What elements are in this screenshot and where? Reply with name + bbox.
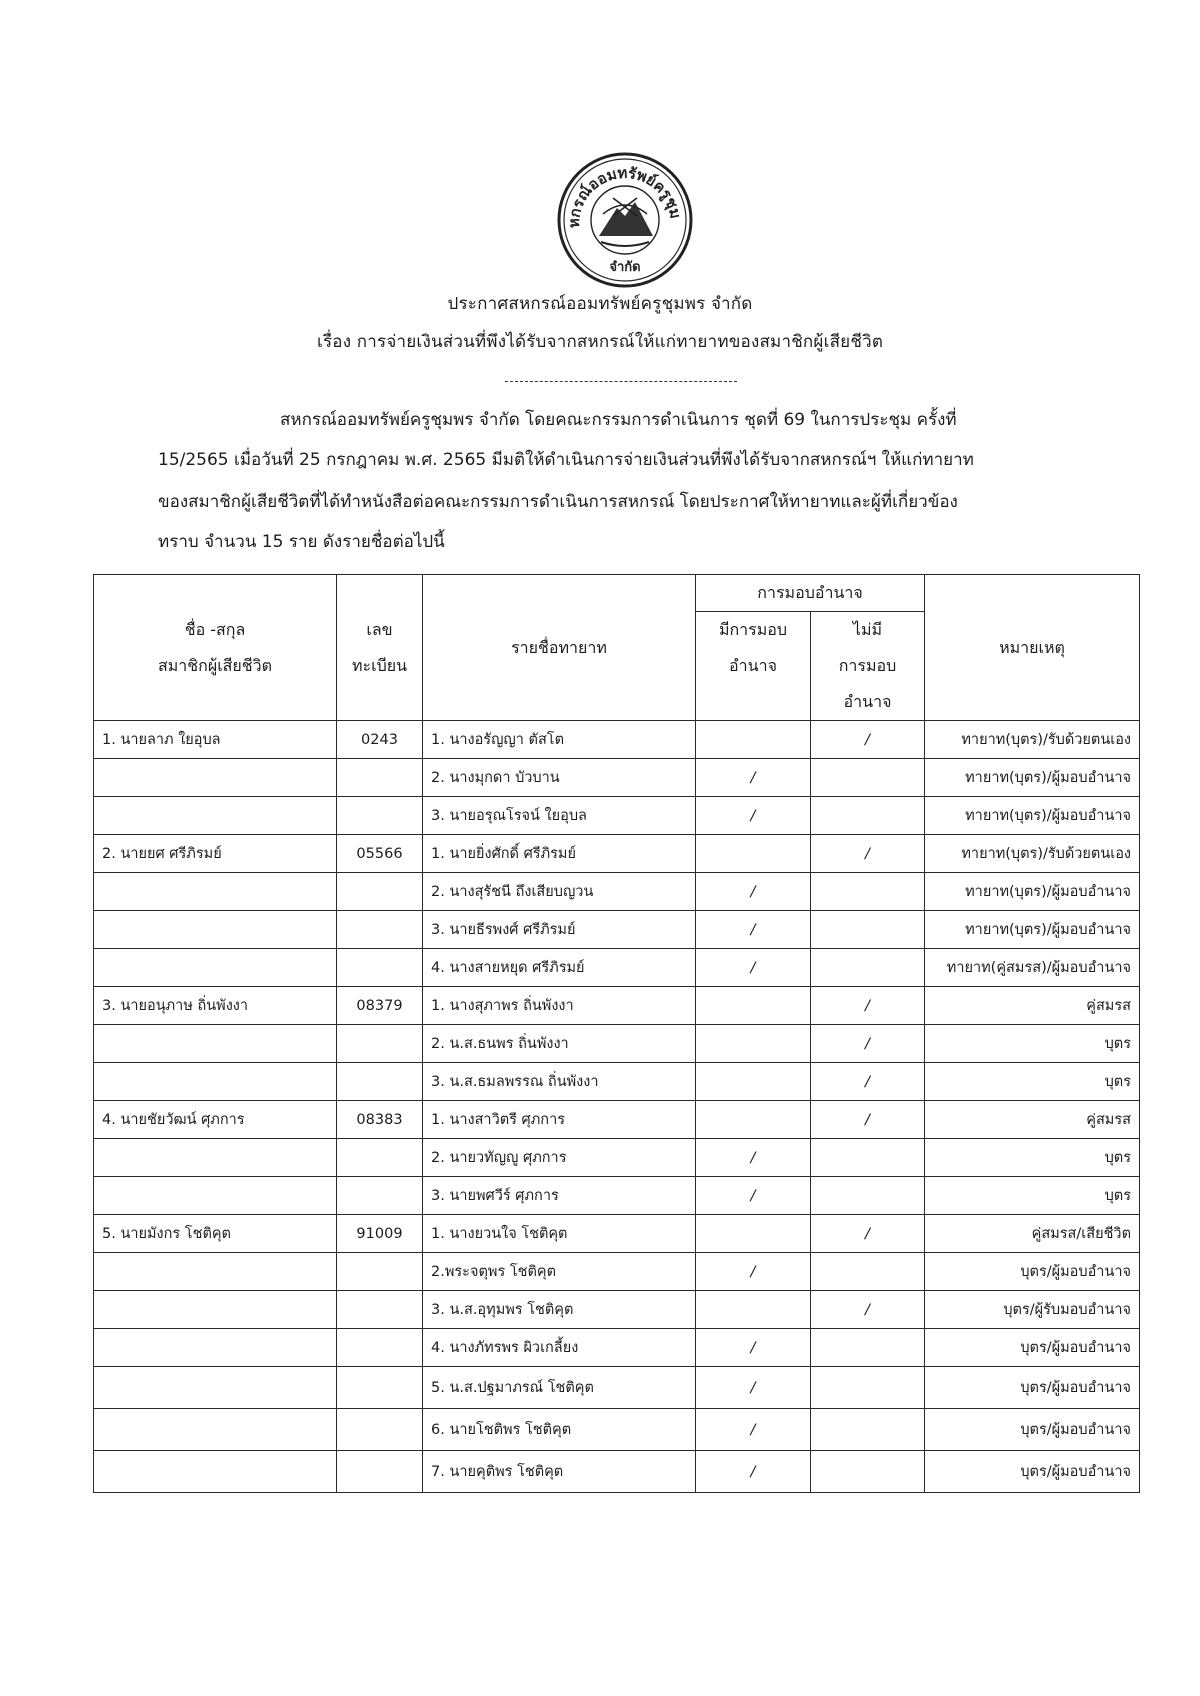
heir-name-cell: 3. นายธีรพงศ์ ศรีภิรมย์	[423, 911, 696, 949]
member-name-cell	[94, 797, 337, 835]
heir-name-cell: 2. นายวทัญญู ศุภการ	[423, 1139, 696, 1177]
registration-number-cell: 08383	[337, 1101, 423, 1139]
registration-number-cell	[337, 1177, 423, 1215]
registration-number-cell	[337, 911, 423, 949]
heir-name-cell: 2. น.ส.ธนพร ถิ่นพังงา	[423, 1025, 696, 1063]
remarks-cell: บุตร/ผู้มอบอำนาจ	[925, 1253, 1140, 1291]
header-poa-no: ไม่มี การมอบ อำนาจ	[811, 612, 925, 721]
poa-yes-cell: /	[696, 759, 811, 797]
poa-yes-cell: /	[696, 1329, 811, 1367]
member-name-cell	[94, 1177, 337, 1215]
header-heirs: รายชื่อทายาท	[423, 575, 696, 721]
poa-no-cell: /	[811, 1101, 925, 1139]
remarks-cell: ทายาท(บุตร)/ผู้มอบอำนาจ	[925, 797, 1140, 835]
member-name-cell: 5. นายมังกร โชติคุต	[94, 1215, 337, 1253]
remarks-cell: บุตร/ผู้มอบอำนาจ	[925, 1367, 1140, 1409]
poa-no-cell: /	[811, 835, 925, 873]
member-name-cell: 1. นายลาภ ใยอุบล	[94, 721, 337, 759]
poa-yes-cell	[696, 1025, 811, 1063]
poa-no-cell	[811, 1451, 925, 1493]
heir-name-cell: 4. นางภัทรพร ผิวเกลี้ยง	[423, 1329, 696, 1367]
member-name-cell	[94, 1329, 337, 1367]
heir-name-cell: 6. นายโชติพร โชติคุต	[423, 1409, 696, 1451]
announcement-title: ประกาศสหกรณ์ออมทรัพย์ครูชุมพร จำกัด	[447, 294, 753, 314]
table-row	[94, 1177, 1140, 1215]
remarks-cell: ทายาท(บุตร)/ผู้มอบอำนาจ	[925, 759, 1140, 797]
member-name-cell: 3. นายอนุภาษ ถิ่นพังงา	[94, 987, 337, 1025]
title-divider	[505, 381, 737, 382]
member-name-cell	[94, 1409, 337, 1451]
header-registration-number: เลข ทะเบียน	[337, 575, 423, 721]
poa-no-cell	[811, 1253, 925, 1291]
poa-yes-cell: /	[696, 1253, 811, 1291]
remarks-cell: คู่สมรส	[925, 1101, 1140, 1139]
remarks-cell: ทายาท(บุตร)/รับด้วยตนเอง	[925, 721, 1140, 759]
remarks-cell: ทายาท(บุตร)/รับด้วยตนเอง	[925, 835, 1140, 873]
heir-name-cell: 1. นางสาวิตรี ศุภการ	[423, 1101, 696, 1139]
poa-no-cell: /	[811, 721, 925, 759]
poa-yes-cell	[696, 1101, 811, 1139]
remarks-cell: ทายาท(บุตร)/ผู้มอบอำนาจ	[925, 911, 1140, 949]
member-name-cell	[94, 949, 337, 987]
seal-bottom-text: จำกัด	[609, 260, 641, 275]
registration-number-cell	[337, 1025, 423, 1063]
remarks-cell: ทายาท(บุตร)/ผู้มอบอำนาจ	[925, 873, 1140, 911]
remarks-cell: บุตร	[925, 1139, 1140, 1177]
member-name-cell	[94, 911, 337, 949]
remarks-cell: บุตร/ผู้มอบอำนาจ	[925, 1329, 1140, 1367]
body-line-4: ทราบ จำนวน 15 ราย ดังรายชื่อต่อไปนี้	[158, 532, 445, 552]
poa-yes-cell	[696, 721, 811, 759]
remarks-cell: คู่สมรส	[925, 987, 1140, 1025]
poa-no-cell	[811, 759, 925, 797]
table-row	[94, 1451, 1140, 1493]
registration-number-cell	[337, 1139, 423, 1177]
heir-name-cell: 1. นางอรัญญา ตัสโต	[423, 721, 696, 759]
heir-name-cell: 2. นางสุรัชนี ถึงเสียบญวน	[423, 873, 696, 911]
member-name-cell: 2. นายยศ ศรีภิรมย์	[94, 835, 337, 873]
body-line-1: สหกรณ์ออมทรัพย์ครูชุมพร จำกัด โดยคณะกรรมการดำเนินการ ชุดที่ 69 ในการประชุม ครั้งที่	[280, 410, 957, 430]
member-name-cell	[94, 1063, 337, 1101]
poa-yes-cell: /	[696, 1139, 811, 1177]
poa-yes-cell: /	[696, 797, 811, 835]
poa-no-cell	[811, 949, 925, 987]
table-row	[94, 987, 1140, 1025]
member-name-cell	[94, 759, 337, 797]
heir-name-cell: 7. นายคุติพร โชติคุต	[423, 1451, 696, 1493]
registration-number-cell	[337, 797, 423, 835]
body-line-2: 15/2565 เมื่อวันที่ 25 กรกฎาคม พ.ศ. 2565 มีมติให้ดำเนินการจ่ายเงินส่วนที่พึงได้รับจากสหกรณ์ฯ ให้แก่ทายาท	[158, 450, 974, 470]
poa-no-cell: /	[811, 1291, 925, 1329]
registration-number-cell	[337, 1329, 423, 1367]
poa-no-cell	[811, 1139, 925, 1177]
table-row	[94, 1409, 1140, 1451]
poa-yes-cell: /	[696, 1367, 811, 1409]
cooperative-seal-logo	[555, 150, 695, 290]
table-row	[94, 835, 1140, 873]
table-row	[94, 759, 1140, 797]
poa-no-cell	[811, 1177, 925, 1215]
poa-yes-cell: /	[696, 873, 811, 911]
heirs-table	[93, 574, 1140, 1493]
remarks-cell: บุตร/ผู้มอบอำนาจ	[925, 1409, 1140, 1451]
remarks-cell: บุตร	[925, 1025, 1140, 1063]
registration-number-cell	[337, 1451, 423, 1493]
table-row	[94, 873, 1140, 911]
poa-no-cell	[811, 911, 925, 949]
member-name-cell	[94, 1451, 337, 1493]
poa-no-cell	[811, 1329, 925, 1367]
table-row	[94, 1025, 1140, 1063]
table-row	[94, 721, 1140, 759]
remarks-cell: บุตร/ผู้รับมอบอำนาจ	[925, 1291, 1140, 1329]
member-name-cell	[94, 1253, 337, 1291]
poa-no-cell: /	[811, 1215, 925, 1253]
seal-arc-text: หกรณ์ออมทรัพย์ครูชุม	[564, 163, 685, 229]
poa-yes-cell: /	[696, 1451, 811, 1493]
header-member-name: ชื่อ -สกุล สมาชิกผู้เสียชีวิต	[94, 575, 337, 721]
member-name-cell	[94, 1291, 337, 1329]
poa-yes-cell	[696, 1215, 811, 1253]
registration-number-cell	[337, 873, 423, 911]
table-row	[94, 1215, 1140, 1253]
table-row	[94, 1291, 1140, 1329]
remarks-cell: คู่สมรส/เสียชีวิต	[925, 1215, 1140, 1253]
table-row	[94, 949, 1140, 987]
registration-number-cell	[337, 1291, 423, 1329]
heir-name-cell: 4. นางสายหยุด ศรีภิรมย์	[423, 949, 696, 987]
heir-name-cell: 1. นางยวนใจ โชติคุต	[423, 1215, 696, 1253]
poa-yes-cell	[696, 987, 811, 1025]
header-power-of-attorney: การมอบอำนาจ	[696, 575, 925, 612]
registration-number-cell: 91009	[337, 1215, 423, 1253]
registration-number-cell: 0243	[337, 721, 423, 759]
member-name-cell	[94, 1139, 337, 1177]
registration-number-cell	[337, 1367, 423, 1409]
poa-no-cell	[811, 1409, 925, 1451]
poa-yes-cell	[696, 1291, 811, 1329]
registration-number-cell: 08379	[337, 987, 423, 1025]
poa-no-cell	[811, 1367, 925, 1409]
poa-no-cell	[811, 797, 925, 835]
heir-name-cell: 5. น.ส.ปฐมาภรณ์ โชติคุต	[423, 1367, 696, 1409]
heir-name-cell: 3. น.ส.อุทุมพร โชติคุต	[423, 1291, 696, 1329]
header-remarks: หมายเหตุ	[925, 575, 1140, 721]
heir-name-cell: 1. นายยิ่งศักดิ์ ศรีภิรมย์	[423, 835, 696, 873]
registration-number-cell	[337, 949, 423, 987]
table-row	[94, 1063, 1140, 1101]
table-row	[94, 1139, 1140, 1177]
registration-number-cell	[337, 1253, 423, 1291]
heir-name-cell: 2.พระจตุพร โชติคุต	[423, 1253, 696, 1291]
member-name-cell	[94, 873, 337, 911]
table-row	[94, 1367, 1140, 1409]
registration-number-cell	[337, 1063, 423, 1101]
table-row	[94, 797, 1140, 835]
announcement-subject: เรื่อง การจ่ายเงินส่วนที่พึงได้รับจากสหกรณ์ให้แก่ทายาทของสมาชิกผู้เสียชีวิต	[316, 332, 884, 352]
member-name-cell	[94, 1367, 337, 1409]
registration-number-cell: 05566	[337, 835, 423, 873]
table-row	[94, 911, 1140, 949]
poa-yes-cell: /	[696, 911, 811, 949]
poa-yes-cell	[696, 1063, 811, 1101]
remarks-cell: บุตร/ผู้มอบอำนาจ	[925, 1451, 1140, 1493]
member-name-cell: 4. นายชัยวัฒน์ ศุภการ	[94, 1101, 337, 1139]
body-line-3: ของสมาชิกผู้เสียชีวิตที่ได้ทำหนังสือต่อคณะกรรมการดำเนินการสหกรณ์ โดยประกาศให้ทายาทและผู้ที่เกี่ยวข้อง	[158, 492, 958, 512]
poa-no-cell	[811, 873, 925, 911]
table-row	[94, 1253, 1140, 1291]
poa-no-cell: /	[811, 987, 925, 1025]
table-row	[94, 1329, 1140, 1367]
heir-name-cell: 3. น.ส.ธมลพรรณ ถิ่นพังงา	[423, 1063, 696, 1101]
remarks-cell: บุตร	[925, 1177, 1140, 1215]
heir-name-cell: 3. นายพศวีร์ ศุภการ	[423, 1177, 696, 1215]
remarks-cell: ทายาท(คู่สมรส)/ผู้มอบอำนาจ	[925, 949, 1140, 987]
heir-name-cell: 3. นายอรุณโรจน์ ใยอุบล	[423, 797, 696, 835]
poa-yes-cell: /	[696, 1177, 811, 1215]
poa-no-cell: /	[811, 1063, 925, 1101]
table-row	[94, 1101, 1140, 1139]
poa-yes-cell: /	[696, 949, 811, 987]
heir-name-cell: 1. นางสุภาพร ถิ่นพังงา	[423, 987, 696, 1025]
header-poa-yes: มีการมอบ อำนาจ	[696, 612, 811, 721]
poa-yes-cell: /	[696, 1409, 811, 1451]
poa-yes-cell	[696, 835, 811, 873]
member-name-cell	[94, 1025, 337, 1063]
heir-name-cell: 2. นางมุกดา บัวบาน	[423, 759, 696, 797]
registration-number-cell	[337, 1409, 423, 1451]
table-header-row	[94, 575, 1140, 612]
registration-number-cell	[337, 759, 423, 797]
poa-no-cell: /	[811, 1025, 925, 1063]
remarks-cell: บุตร	[925, 1063, 1140, 1101]
